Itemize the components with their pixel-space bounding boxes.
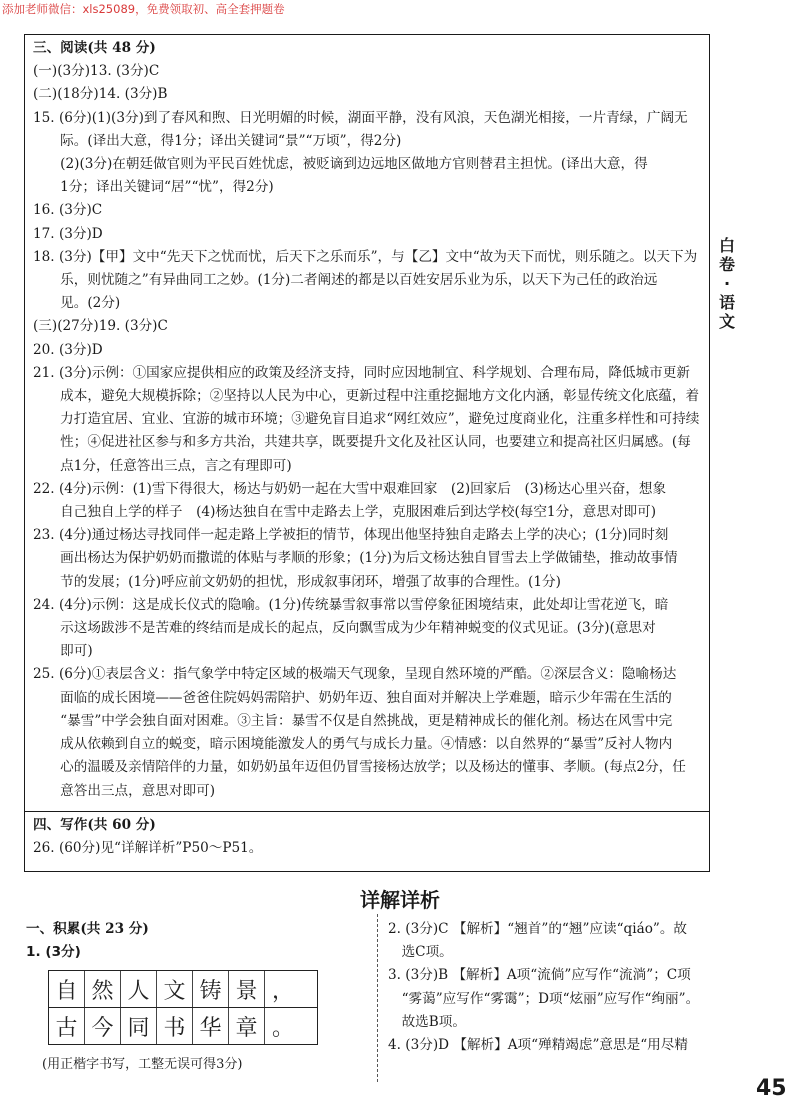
answer-line: 25. (6分)①表层含义：指气象学中特定区域的极端天气现象，呈现自然环境的严酷。②深层含义：隐喻杨达 <box>33 666 677 683</box>
answer-line: (2)(3分)在朝廷做官则为平民百姓忧虑，被贬谪到边远地区做地方官则替君主担忧。(译出大意，得 <box>33 156 648 173</box>
accumulation-heading: 一、积累(共 23 分) <box>26 921 149 937</box>
grid-cell: ， <box>271 978 294 1004</box>
answer-line: 三、阅读(共 48 分) <box>33 40 156 56</box>
answer-box <box>24 34 710 872</box>
grid-cell: 自 <box>49 971 85 1007</box>
answer-line: 自己独自上学的样子 (4)杨达独自在雪中走路去上学，克服困难后到达学校(每空1分，意思对即可) <box>33 504 657 521</box>
answer-line: 24. (4分)示例：这是成长仪式的隐喻。(1分)传统暴雪叙事常以雪停象征困境结束，此处却让雪花逆飞，暗 <box>33 596 669 613</box>
answer-line: 22. (4分)示例：(1)雪下得很大，杨达与奶奶一起在大雪中艰难回家 (2)回家后 (3)杨达心里兴奋，想象 <box>33 480 667 497</box>
side-label-char: 卷 <box>718 255 735 274</box>
answer-line: (一)(3分)13. (3分)C <box>33 63 160 80</box>
grid-cell: 。 <box>271 1015 294 1041</box>
grid-note: (用正楷字书写，工整无误可得3分) <box>42 1057 243 1073</box>
explanation-line: 2. (3分)C 【解析】“翘首”的“翘”应读“qiáo”。故 <box>388 921 688 937</box>
answer-line: 力打造宜居、宜业、宜游的城市环境；③避免盲目追求“网红效应”，避免过度商业化，注重多样性和可持续 <box>33 411 700 428</box>
answer-line: 1分；译出关键词“居”“忧”，得2分) <box>33 179 274 196</box>
grid-cell: 古 <box>49 1008 85 1044</box>
grid-cell: 今 <box>85 1008 121 1044</box>
left-column <box>26 918 371 1072</box>
column-divider <box>377 914 378 1082</box>
grid-row <box>49 971 317 1008</box>
answer-line: (二)(18分)14. (3分)B <box>33 86 168 103</box>
answer-line: 节的发展；(1分)呼应前文奶奶的担忧，形成叙事闭环，增强了故事的合理性。(1分) <box>33 573 561 590</box>
question-1-label: 1. (3分) <box>26 944 81 961</box>
answer-line: 成从依赖到自立的蜕变，暗示困境能激发人的勇气与成长力量。④情感：以自然界的“暴雪”反衬人物内 <box>33 736 673 753</box>
answer-line: 即可) <box>33 643 93 660</box>
handwriting-grid <box>48 970 318 1045</box>
page-number: 45 <box>756 1076 787 1101</box>
side-label-char: 语 <box>718 293 735 312</box>
grid-cell: 同 <box>121 1008 157 1044</box>
grid-cell: 景 <box>229 971 265 1007</box>
answer-line: 23. (4分)通过杨达寻找同伴一起走路上学被拒的情节，体现出他坚持独自走路去上学的决心；(1分)同时刻 <box>33 527 669 544</box>
side-label-char: 白 <box>718 236 735 255</box>
answer-line: 际。(译出大意，得1分；译出关键词“景”“万顷”，得2分) <box>33 132 402 149</box>
grid-cell: 人 <box>121 971 157 1007</box>
right-column <box>388 918 706 1057</box>
answer-line: 示这场跋涉不是苦难的终结而是成长的起点，反向飘雪成为少年精神蜕变的仪式见证。(3分)(意思对 <box>33 620 656 637</box>
writing-heading: 四、写作(共 60 分) <box>33 816 156 833</box>
answer-line: 画出杨达为保护奶奶而撒谎的体贴与孝顺的形象；(1分)为后文杨达独自冒雪去上学做铺垫，推动故事情 <box>33 550 678 567</box>
explanation-line: 4. (3分)D 【解析】A项“殚精竭虑”意思是“用尽精 <box>388 1037 688 1054</box>
explain-title: 详解详析 <box>360 888 440 912</box>
answer-line: 乐，则忧随之”有异曲同工之妙。(1分)二者阐述的都是以百姓安居乐业为乐，以天下为己任的政治远 <box>33 272 658 289</box>
answer-line: 16. (3分)C <box>33 202 103 219</box>
answer-line: 成本，避免大规模拆除；②坚持以人民为中心，更新过程中注重挖掘地方文化内涵，彰显传统文化底蕴，着 <box>33 388 700 405</box>
answer-line: 意答出三点，意思对即可) <box>33 782 216 799</box>
answer-line: 15. (6分)(1)(3分)到了春风和煦、日光明媚的时候，湖面平静，没有风浪，天色湖光相接，一片青绿，广阔无 <box>33 109 688 126</box>
grid-cell: 铸 <box>193 971 229 1007</box>
watermark-text: 添加老师微信：xls25089，免费领取初、高全套押题卷 <box>2 2 285 16</box>
section-divider <box>25 811 709 812</box>
grid-cell: 文 <box>157 971 193 1007</box>
explanation-line: 3. (3分)B 【解析】A项“流倘”应写作“流淌”；C项 <box>388 967 691 984</box>
grid-cell: 华 <box>193 1008 229 1044</box>
explanation-line: 选C项。 <box>388 944 453 961</box>
answer-line: 20. (3分)D <box>33 341 103 358</box>
answer-line: 见。(2分) <box>33 295 121 312</box>
grid-cell: 章 <box>229 1008 265 1044</box>
explanation-line: 故选B项。 <box>388 1013 466 1030</box>
answer-line: “暴雪”中学会独自面对困难。③主旨：暴雪不仅是自然挑战，更是精神成长的催化剂。杨达在风雪中完 <box>33 712 673 729</box>
grid-cell: 然 <box>85 971 121 1007</box>
writing-answer: 26. (60分)见“详解详析”P50～P51。 <box>33 839 263 856</box>
side-label-char: · <box>723 274 731 293</box>
side-label-char: 文 <box>718 312 735 331</box>
grid-row <box>49 1008 317 1044</box>
answer-lines <box>33 37 701 803</box>
answer-line: (三)(27分)19. (3分)C <box>33 318 168 335</box>
grid-cell: 书 <box>157 1008 193 1044</box>
answer-line: 18. (3分)【甲】文中“先天下之忧而忧，后天下之乐而乐”，与【乙】文中“故为天下而忧，则乐随之。以天下为 <box>33 248 698 265</box>
side-label <box>716 236 738 331</box>
answer-line: 点1分，任意答出三点，言之有理即可) <box>33 457 292 474</box>
answer-line: 心的温暖及亲情陪伴的力量，如奶奶虽年迈但仍冒雪接杨达放学；以及杨达的懂事、孝顺。(每点2分，任 <box>33 759 686 776</box>
answer-line: 17. (3分)D <box>33 225 103 242</box>
answer-line: 面临的成长困境——爸爸住院妈妈需陪护、奶奶年迈、独自面对并解决上学难题，暗示少年需在生活的 <box>33 689 672 706</box>
explanation-line: “雾蔼”应写作“雾霭”；D项“炫丽”应写作“绚丽”。 <box>388 990 700 1007</box>
answer-line: 21. (3分)示例：①国家应提供相应的政策及经济支持，同时应因地制宜、科学规划、合理布局，降低城市更新 <box>33 364 690 381</box>
answer-line: 性；④促进社区参与和多方共治，共建共享，既要提升文化及社区认同，也要建立和提高社区归属感。(每 <box>33 434 691 451</box>
